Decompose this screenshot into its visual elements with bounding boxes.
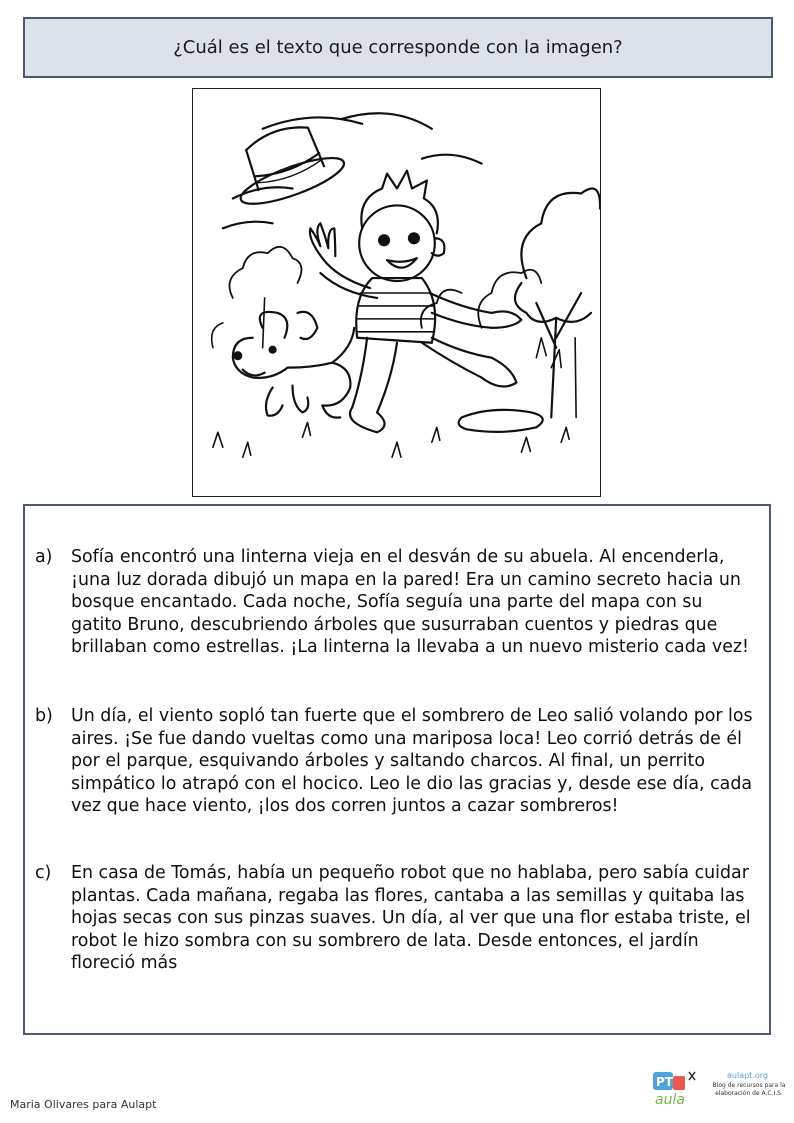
option-b[interactable] [25, 705, 757, 818]
story-illustration [192, 88, 601, 497]
logo-site: aulapt.org [727, 1071, 768, 1080]
aulapt-logo [651, 1068, 791, 1108]
aulapt-logo-icon [651, 1068, 703, 1108]
answer-options [23, 504, 771, 1035]
question-header [23, 17, 773, 78]
logo-tagline: Blog de recursos para la elaboración de A.C.I.S. [712, 1082, 786, 1097]
option-letter: c) [35, 863, 52, 883]
option-a[interactable] [25, 546, 757, 659]
logo-text: aula [655, 1092, 685, 1108]
boy-dog-hat-icon [193, 89, 600, 496]
option-text: Sofía encontró una linterna vieja en el desván de su abuela. Al encenderla, ¡una luz dorada dibujó un mapa en la pared! Era un camino secreto hacia un bosque encantado. Cada noche, Sofía seguía una parte del mapa con su gatito Bruno, descubriendo árboles que susurraban cuentos y piedras que brillaban como estrellas. ¡La linterna la llevaba a un nuevo misterio cada vez! [71, 547, 750, 657]
option-letter: a) [35, 547, 53, 567]
question-text: ¿Cuál es el texto que corresponde con la imagen? [173, 37, 623, 58]
option-text: En casa de Tomás, había un pequeño robot que no hablaba, pero sabía cuidar plantas. Cada mañana, regaba las flores, cantaba a las semillas y quitaba las hojas secas con sus pinzas suaves. Un día, al ver que una flor estaba triste, el robot le hizo sombra con su sombrero de lata. Desde entonces, el jardín floreció más [71, 863, 751, 973]
author-credit: Maria Olivares para Aulapt [10, 1098, 157, 1111]
option-letter: b) [35, 706, 53, 726]
option-c[interactable] [25, 862, 757, 975]
option-text: Un día, el viento sopló tan fuerte que el sombrero de Leo salió volando por los aires. ¡Se fue dando vueltas como una mariposa loca! Leo corrió detrás de él por el parque, esquivando árboles y saltando charcos. Al final, un perrito simpático lo atrapó con el hocico. Leo le dio las gracias y, desde ese día, cada vez que hace viento, ¡los dos corren juntos a cazar sombreros! [71, 706, 753, 816]
svg-text:PT: PT [656, 1075, 673, 1089]
